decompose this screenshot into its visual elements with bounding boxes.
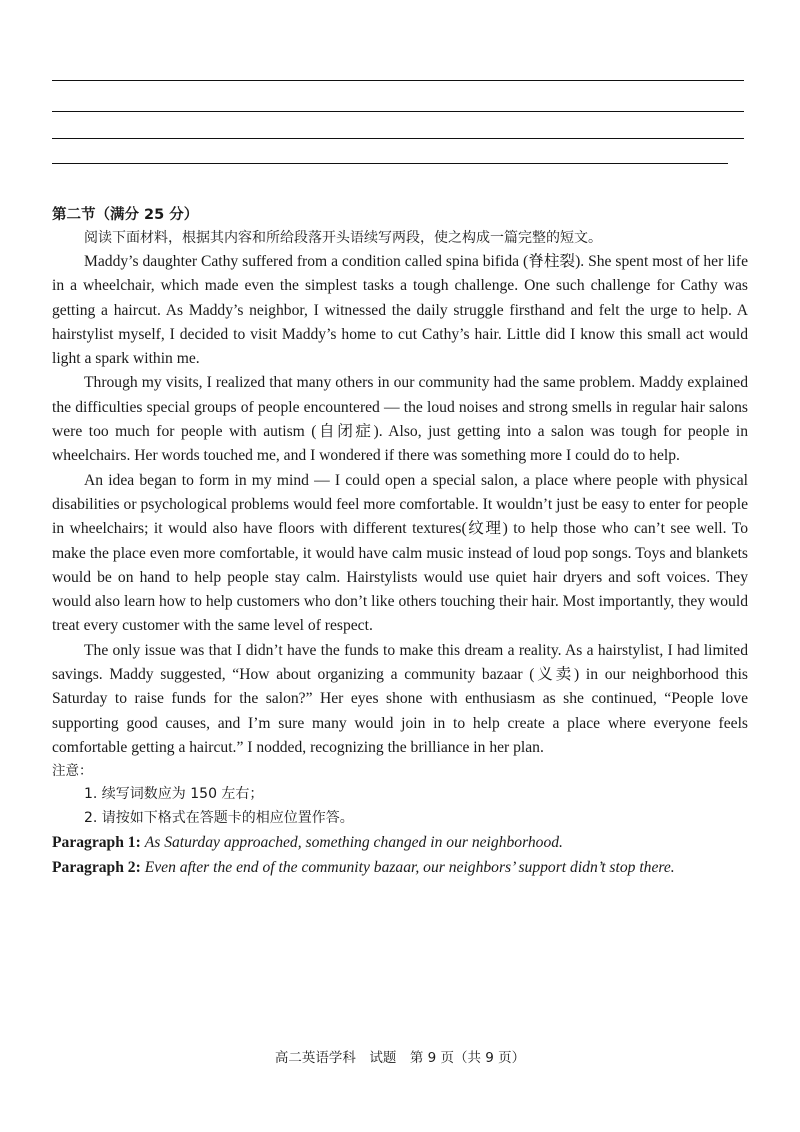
- story-paragraph-4: The only issue was that I didn’t have the funds to make this dream a reality. As a hairstylist, I had limited savings. Maddy suggested, “How about organizing a community bazaar (义卖) in our neighborhood this Saturday to raise funds for the salon?” Her eyes shone with enthusiasm as she continued, “People love supporting good causes, and I’m sure many would join in to help create a place where everyone feels comfortable getting a haircut.” I nodded, recognizing the brilliance in her plan.: [52, 641, 748, 756]
- notes-label: 注意：: [52, 763, 93, 780]
- paragraph-prompt-text: As Saturday approached, something changed in our neighborhood.: [144, 834, 563, 852]
- section-instruction: 阅读下面材料，根据其内容和所给段落开头语续写两段，使之构成一篇完整的短文。: [84, 230, 602, 246]
- paragraph-prompt-1: [52, 830, 748, 855]
- note-item-2: 2. 请按如下格式在答题卡的相应位置作答。: [84, 810, 354, 827]
- answer-line: [52, 80, 744, 81]
- story-paragraph-2: Through my visits, I realized that many others in our community had the same problem. Maddy explained the difficulties special groups of people encountered — the loud noises and strong smells in regular hair salons were too much for people with autism (自闭症). Also, just getting into a salon was tough for people in wheelchairs. Her words touched me, and I wondered if there was something more I could do to help.: [52, 374, 748, 465]
- paragraph-prompt-text: Even after the end of the community bazaar, our neighbors’ support didn’t stop there.: [144, 859, 675, 877]
- story-paragraph-3: An idea began to form in my mind — I could open a special salon, a place where people with physical disabilities or psychological problems would feel more comfortable. It wouldn’t just be easy to enter for people in wheelchairs; it would also have floors with different textures(纹理) to help those who can’t see well. To make the place even more comfortable, it would have calm music instead of loud pop songs. Toys and blankets would be on hand to help people stay calm. Hairstylists would use quiet hair dryers and soft voices. They would also learn how to help customers who don’t like others touching their hair. Most importantly, they would treat every customer with the same level of respect.: [52, 471, 748, 635]
- paragraph-prompt-label: Paragraph 2:: [52, 859, 141, 877]
- paragraph-prompt-label: Paragraph 1:: [52, 834, 141, 852]
- paragraph-prompt-2: [52, 855, 748, 880]
- page-footer: 高二英语学科 试题 第 9 页（共 9 页）: [274, 1050, 526, 1066]
- answer-line: [52, 138, 744, 139]
- answer-line: [52, 163, 728, 164]
- section-title: 第二节（满分 25 分）: [52, 207, 199, 223]
- note-item-1: 1. 续写词数应为 150 左右；: [84, 786, 264, 803]
- writing-section: [52, 204, 748, 880]
- answer-line: [52, 111, 744, 112]
- story-paragraph-1: Maddy’s daughter Cathy suffered from a condition called spina bifida (脊柱裂). She spent most of her life in a wheelchair, which made even the simplest tasks a tough challenge. One such challenge for Cathy was getting a haircut. As Maddy’s neighbor, I witnessed the daily struggle firsthand and felt the urge to help. A hairstylist myself, I decided to visit Maddy’s home to cut Cathy’s hair. Little did I know this small act would light a spark within me.: [52, 253, 748, 368]
